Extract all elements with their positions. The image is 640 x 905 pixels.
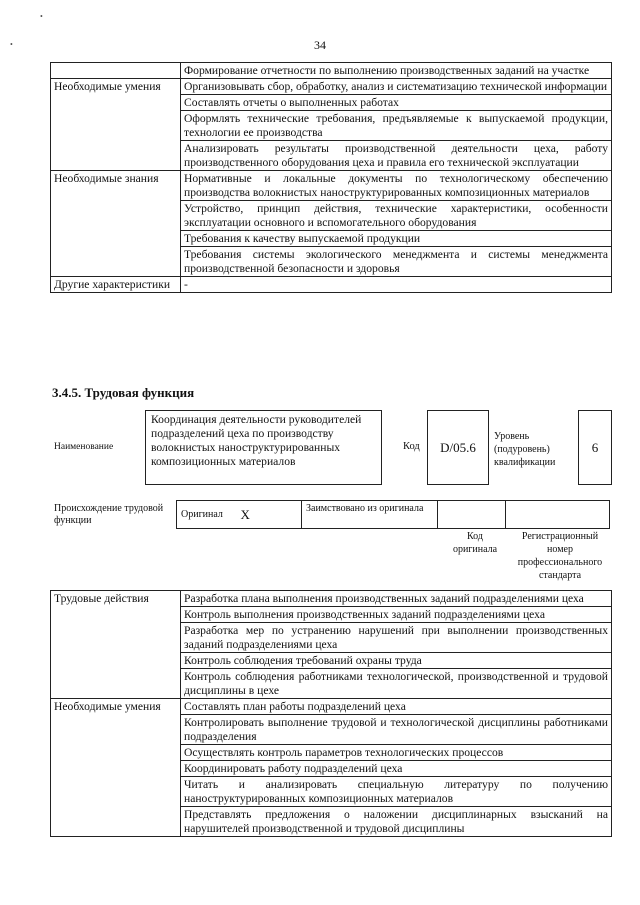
table-cell: Составлять отчеты о выполненных работах xyxy=(181,95,612,111)
row-label: Необходимые знания xyxy=(51,171,181,277)
table-row xyxy=(51,699,612,715)
original-code-caption: Код оригинала xyxy=(452,531,498,555)
reg-number-cell xyxy=(506,501,610,529)
table-cell: Составлять план работы подразделений цеха xyxy=(181,699,612,715)
level-label: Уровень (подуровень) квалификации xyxy=(494,431,556,468)
row-label: Необходимые умения xyxy=(51,699,181,837)
section-heading: 3.4.5. Трудовая функция xyxy=(52,385,195,400)
table-cell: Представлять предложения о наложении дисциплинарных взысканий на нарушителей производственной и трудовой дисциплины xyxy=(181,807,612,837)
table-cell: Устройство, принцип действия, технические характеристики, особенности эксплуатации основного и вспомогательного оборудования xyxy=(181,201,612,231)
scan-dot: • xyxy=(10,40,13,49)
table-cell: Анализировать результаты производственной деятельности цеха, работу производственного оборудования цеха и правила его технической эксплуатации xyxy=(181,141,612,171)
table-row xyxy=(51,277,612,293)
table-cell: Контроль соблюдения работниками технологической, производственной и трудовой дисциплины в цехе xyxy=(181,669,612,699)
original-label: Оригинал xyxy=(177,501,237,529)
table-cell: Контроль выполнения производственных заданий подразделениями цеха xyxy=(181,607,612,623)
reg-number-caption: Регистрационный номер профессионального стандарта xyxy=(517,531,603,581)
row-label: Необходимые умения xyxy=(51,79,181,171)
function-name: Координация деятельности руководителей подразделений цеха по производству волокнистых наноструктурированных композиционных материалов xyxy=(145,410,382,485)
code-label: Код xyxy=(403,441,420,452)
original-code-cell xyxy=(438,501,506,529)
row-label: Трудовые действия xyxy=(51,591,181,699)
table-cell: Осуществлять контроль параметров технологических процессов xyxy=(181,745,612,761)
function-code: D/05.6 xyxy=(427,410,489,485)
table-cell: Требования к качеству выпускаемой продукции xyxy=(181,231,612,247)
table-cell: - xyxy=(181,277,612,293)
page-number: 34 xyxy=(314,38,326,52)
table-cell: Разработка мер по устранению нарушений при выполнении производственных заданий подразделениями цеха xyxy=(181,623,612,653)
origin-table xyxy=(176,500,610,529)
table-cell: Читать и анализировать специальную литературу по получению наноструктурированных композиционных материалов xyxy=(181,777,612,807)
table-cell: Контроль соблюдения требований охраны труда xyxy=(181,653,612,669)
table-cell: Требования системы экологического менеджмента и системы менеджмента производственной безопасности и здоровья xyxy=(181,247,612,277)
table-cell: Формирование отчетности по выполнению производственных заданий на участке xyxy=(181,63,612,79)
row-label xyxy=(51,63,181,79)
table-row xyxy=(51,63,612,79)
name-label: Наименование xyxy=(54,442,114,452)
table-row xyxy=(51,79,612,95)
table-cell: Разработка плана выполнения производственных заданий подразделениями цеха xyxy=(181,591,612,607)
table-cell: Контролировать выполнение трудовой и технологической дисциплины работниками подразделения xyxy=(181,715,612,745)
scan-dot: • xyxy=(40,12,43,21)
table-row xyxy=(51,171,612,201)
table-cell: Нормативные и локальные документы по технологическому обеспечению производства волокнистых наноструктурированных композиционных материалов xyxy=(181,171,612,201)
table-row xyxy=(51,591,612,607)
requirements-table xyxy=(50,62,612,293)
table-cell: Оформлять технические требования, предъявляемые к выпускаемой продукции, технологии ее производства xyxy=(181,111,612,141)
table-cell: Организовывать сбор, обработку, анализ и систематизацию технической информации xyxy=(181,79,612,95)
labor-actions-table xyxy=(50,590,612,837)
borrowed-label: Заимствовано из оригинала xyxy=(302,501,438,529)
row-label: Другие характеристики xyxy=(51,277,181,293)
origin-label: Происхождение трудовой функции xyxy=(54,503,164,526)
table-cell: Координировать работу подразделений цеха xyxy=(181,761,612,777)
original-mark: X xyxy=(237,501,302,529)
qualification-level: 6 xyxy=(578,410,612,485)
